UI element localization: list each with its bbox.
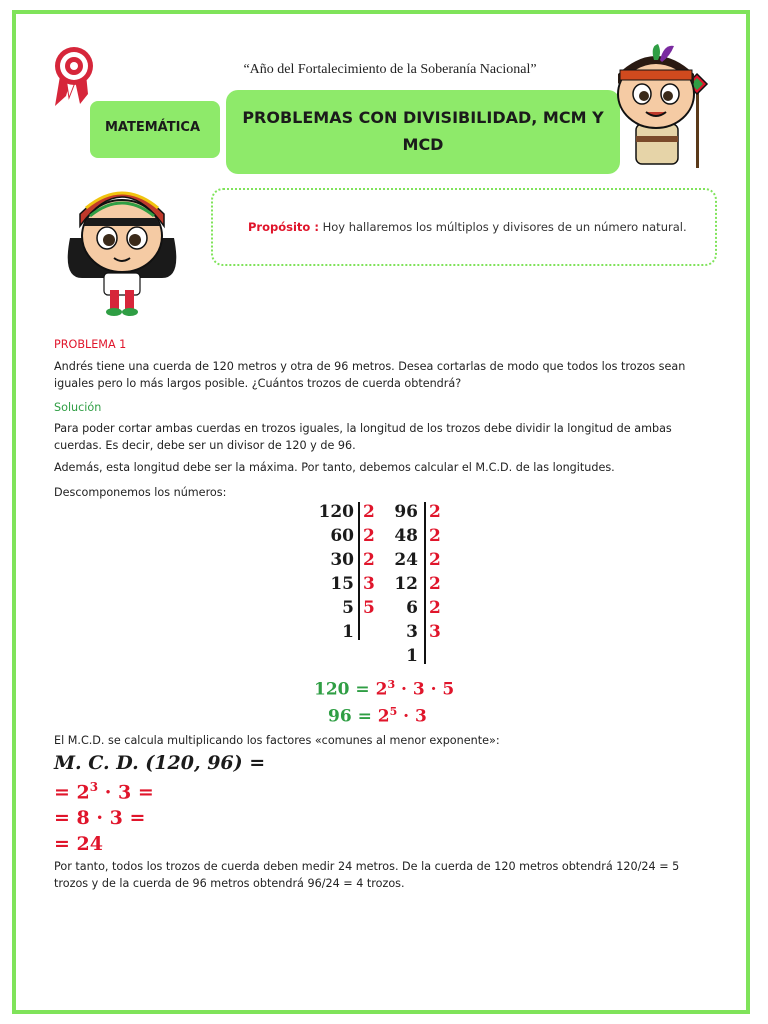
decomp-factor: 2	[429, 598, 441, 618]
mcd-line-4: = 24	[54, 833, 103, 855]
subject-badge	[90, 101, 220, 158]
decomp-factor: 2	[429, 526, 441, 546]
decomp-number: 1	[342, 622, 354, 642]
decomp-number: 24	[394, 550, 418, 570]
factorization-120: $120 = 2^3 \cdot 3 \cdot 5$	[314, 678, 455, 700]
decomp-factor: 2	[429, 574, 441, 594]
decomp-factor: 2	[429, 550, 441, 570]
decomp-divider	[424, 502, 426, 664]
conclusion-text: Por tanto, todos los trozos de cuerda deben medir 24 metros. De la cuerda de 120 metros obtendrá 120/24 = 5 trozos y de la cuerda de 96 metros obtendrá 96/24 = 4 trozos.	[54, 860, 680, 890]
decomp-factor: 2	[363, 526, 375, 546]
solution-paragraph-2: Además, esta longitud debe ser la máxima. Por tanto, debemos calcular el M.C.D. de las longitudes.	[54, 461, 615, 474]
decomp-number: 12	[394, 574, 418, 594]
problem-heading: PROBLEMA 1	[54, 338, 127, 351]
decomp-number: 6	[406, 598, 418, 618]
solution-paragraph-3: Descomponemos los números:	[54, 486, 227, 499]
mcd-intro: El M.C.D. se calcula multiplicando los factores «comunes al menor exponente»:	[54, 734, 500, 747]
decomp-number: 1	[406, 646, 418, 666]
mcd-line-3: = 8 · 3 =	[54, 807, 146, 829]
mcd-line-2: = $2^3 \cdot 3$ =	[54, 780, 154, 804]
solution-paragraph-1: Para poder cortar ambas cuerdas en trozos iguales, la longitud de los trozos debe dividir la longitud de ambas cuerdas. Es decir, debe ser un divisor de 120 y de 96.	[54, 422, 672, 452]
national-motto: “Año del Fortalecimiento de la Soberanía Nacional”	[243, 62, 537, 77]
decomp-factor: 2	[363, 502, 375, 522]
problem-statement: Andrés tiene una cuerda de 120 metros y otra de 96 metros. Desea cortarlas de modo que todos los trozos sean iguales pero lo más largos posible. ¿Cuántos trozos de cuerda obtendrá?	[54, 360, 686, 390]
purpose-text	[248, 220, 687, 234]
decomp-divider	[358, 502, 360, 640]
mcd-line-1: M. C. D. (120, 96) =	[54, 752, 266, 774]
prime-decomposition	[300, 500, 460, 670]
decomp-factor: 2	[363, 550, 375, 570]
decomp-96-number: 96	[394, 502, 418, 522]
decomp-120-number: 120	[318, 502, 354, 522]
purpose-description: Hoy hallaremos los múltiplos y divisores de un número natural.	[318, 220, 687, 234]
girl-character-icon	[52, 178, 192, 318]
decomp-number: 5	[342, 598, 354, 618]
factorization-96: $96 = 2^5 \cdot 3$	[328, 705, 427, 727]
subject-label: MATEMÁTICA	[105, 120, 201, 135]
decomp-factor: 2	[429, 502, 441, 522]
purpose-label: Propósito :	[248, 220, 319, 234]
decomp-number: 15	[330, 574, 354, 594]
boy-character-icon	[596, 44, 722, 168]
solution-heading: Solución	[54, 401, 102, 414]
decomp-factor: 3	[363, 574, 375, 594]
decomp-number: 3	[406, 622, 418, 642]
decomp-number: 60	[330, 526, 354, 546]
decomp-factor: 5	[363, 598, 375, 618]
purpose-box	[211, 188, 717, 266]
decomp-number: 48	[394, 526, 418, 546]
title-banner	[226, 90, 620, 174]
decomp-number: 30	[330, 550, 354, 570]
peru-rosette-icon	[52, 46, 96, 106]
page-title: PROBLEMAS CON DIVISIBILIDAD, MCM Y MCD	[242, 108, 604, 154]
decomp-factor: 3	[429, 622, 441, 642]
